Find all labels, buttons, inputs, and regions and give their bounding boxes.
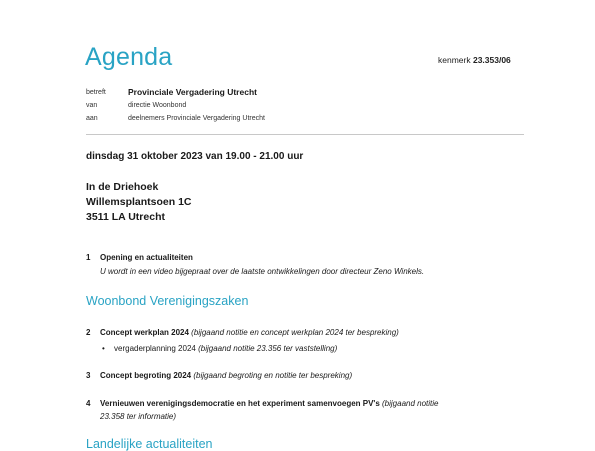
bullet-item bbox=[114, 344, 337, 353]
meta-value-to: deelnemers Provinciale Vergadering Utrecht bbox=[128, 115, 265, 122]
item-number: 2 bbox=[86, 328, 91, 337]
meeting-datetime: dinsdag 31 oktober 2023 van 19.00 - 21.00 uur bbox=[86, 151, 304, 162]
bullet-note: (bijgaand notitie 23.356 ter vaststelling) bbox=[198, 344, 338, 353]
item-number: 3 bbox=[86, 371, 91, 380]
item-line bbox=[100, 399, 439, 408]
item-note: (bijgaand notitie bbox=[382, 399, 439, 408]
item-number: 1 bbox=[86, 253, 91, 262]
item-number: 4 bbox=[86, 399, 91, 408]
item-note: (bijgaand notitie en concept werkplan 2024 ter bespreking) bbox=[191, 328, 399, 337]
bullet-icon: • bbox=[102, 344, 105, 353]
bullet-text: vergaderplanning 2024 bbox=[114, 344, 196, 353]
item-line bbox=[100, 371, 352, 380]
section-heading: Landelijke actualiteiten bbox=[86, 437, 213, 451]
item-description: U wordt in een video bijgepraat over de laatste ontwikkelingen door directeur Zeno Winkels. bbox=[100, 267, 425, 276]
item-note-continued: 23.358 ter informatie) bbox=[100, 412, 177, 421]
address-line-2: Willemsplantsoen 1C bbox=[86, 196, 192, 208]
reference-label: kenmerk bbox=[438, 55, 471, 65]
item-title-text: Vernieuwen verenigingsdemocratie en het experiment samenvoegen PV's bbox=[100, 399, 380, 408]
address-line-1: In de Driehoek bbox=[86, 181, 159, 193]
meta-label-subject: betreft bbox=[86, 89, 106, 96]
meta-label-to: aan bbox=[86, 115, 98, 122]
meta-value-subject: Provinciale Vergadering Utrecht bbox=[128, 87, 257, 97]
page-title: Agenda bbox=[85, 43, 173, 71]
item-title-text: Opening en actualiteiten bbox=[100, 253, 193, 262]
reference-value: 23.353/06 bbox=[472, 55, 511, 65]
meta-label-from: van bbox=[86, 102, 98, 109]
item-title bbox=[100, 253, 193, 262]
reference-number bbox=[438, 55, 511, 65]
section-heading: Woonbond Verenigingszaken bbox=[86, 294, 249, 308]
item-title-text: Concept begroting 2024 bbox=[100, 371, 192, 380]
item-title-text: Concept werkplan 2024 bbox=[100, 328, 189, 337]
item-note: (bijgaand begroting en notitie ter bespreking) bbox=[193, 371, 353, 380]
meta-value-from: directie Woonbond bbox=[128, 102, 187, 109]
header-divider bbox=[86, 134, 524, 135]
item-line bbox=[100, 328, 399, 337]
address-line-3: 3511 LA Utrecht bbox=[86, 211, 165, 223]
